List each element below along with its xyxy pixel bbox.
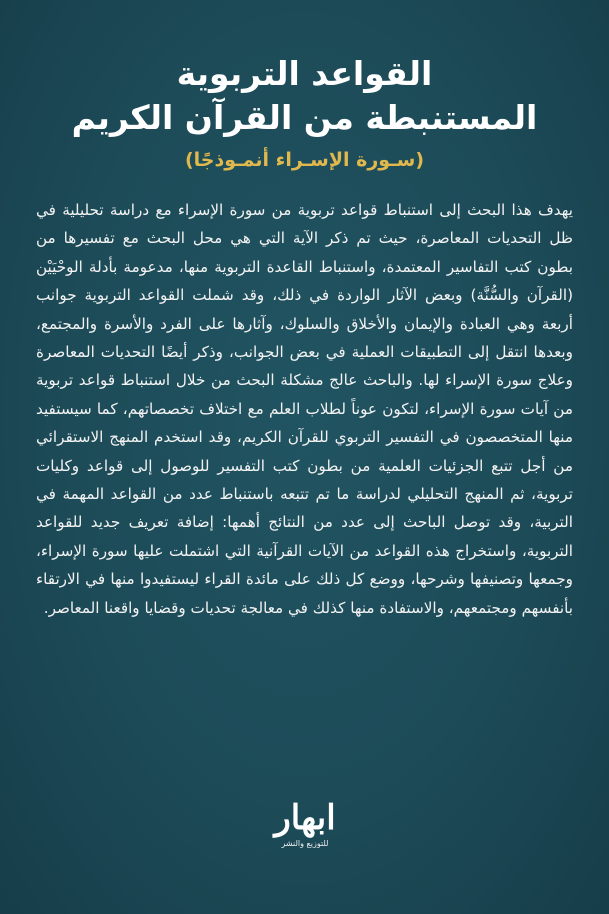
book-title	[40, 52, 569, 140]
publisher-tagline: للتوزيع والنشر	[281, 839, 329, 848]
abstract-paragraph: يهدف هذا البحث إلى استنباط قواعد تربوية من سورة الإسراء مع دراسة تحليلية في ظل التحديات المعاصرة، حيث تم ذكر الآية التي هي محل البحث مع تفسيرها من بطون كتب التفاسير المعتمدة، واستنباط القاعدة التربوية منها، مدعومة بأدلة الوحْيَيْن (القرآن والسُّنَّة) وبعض الآثار الواردة في ذلك، وقد شملت القواعد التربوية جوانب أربعة وهي العبادة والإيمان والأخلاق والسلوك، وآثارها على الفرد والأسرة والمجتمع، وبعدها انتقل إلى التطبيقات العملية في بعض الجوانب، وذكر أيضًا التحديات المعاصرة وعلاج سورة الإسراء لها. والباحث عالج مشكلة البحث من خلال استنباط قواعد تربوية من آيات سورة الإسراء، لتكون عوناً لطلاب العلم مع اختلاف تخصصاتهم، كما سيستفيد منها المتخصصون في التفسير التربوي للقرآن الكريم، وقد استخدم المنهج الاستقرائي من أجل تتبع الجزئيات العلمية من بطون كتب التفسير للوصول إلى قواعد وكليات تربوية، ثم المنهج التحليلي لدراسة ما تم تتبعه باستنباط عدد من القواعد المهمة في التربية، وقد توصل الباحث إلى عدد من النتائج أهمها: إضافة تعريف جديد للقواعد التربوية، واستخراج هذه القواعد من الآيات القرآنية التي اشتملت عليها سورة الإسراء، وجمعها وتصنيفها وشرحها، ووضع كل ذلك على مائدة القراء ليستفيدوا منها في الارتقاء بأنفسهم ومجتمعهم، والاستفادة منها كذلك في معالجة تحديات وقضايا واقعنا المعاصر.	[36, 201, 573, 617]
book-subtitle: (سـورة الإسـراء أنمـوذجًا)	[184, 149, 425, 171]
title-line-2: المستنبطة من القرآن الكريم	[71, 98, 538, 137]
publisher-logo-mark: ابهار	[274, 798, 336, 838]
publisher-logo	[234, 798, 376, 862]
title-line-1: القواعد التربوية	[176, 54, 433, 93]
